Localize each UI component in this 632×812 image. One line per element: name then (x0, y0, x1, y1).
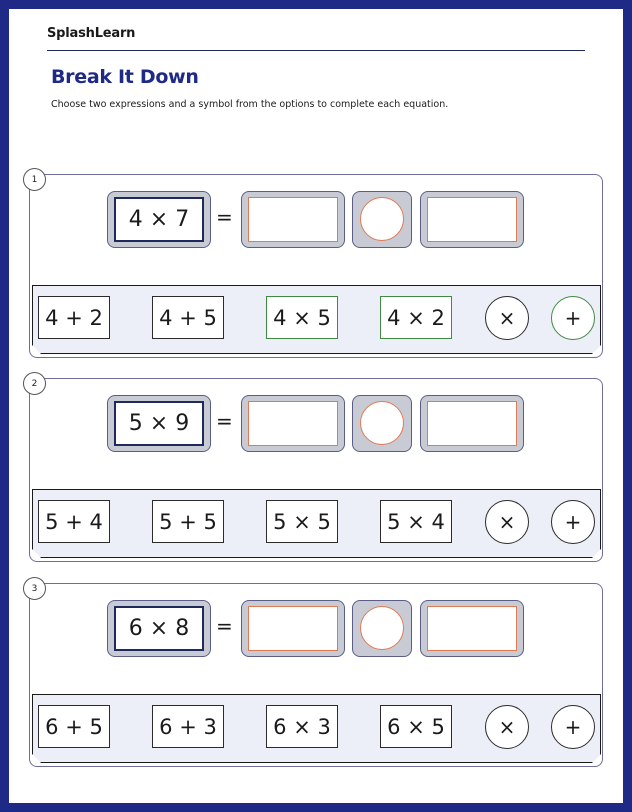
option-expression[interactable]: 5 + 5 (152, 500, 224, 543)
option-expression[interactable]: 4 + 5 (152, 296, 224, 339)
band-corner-notch (32, 549, 41, 558)
given-expression: 5 × 9 (114, 401, 204, 446)
answer-slot-right[interactable] (427, 197, 517, 242)
multiply-symbol-option[interactable]: × (485, 500, 529, 544)
option-expression[interactable]: 4 + 2 (38, 296, 110, 339)
page-title: Break It Down (51, 66, 199, 88)
answer-slot-left-frame (241, 191, 345, 248)
answer-slot-symbol[interactable] (360, 197, 404, 241)
problem-number-badge: 2 (23, 372, 46, 395)
given-expression: 4 × 7 (114, 197, 204, 242)
answer-slot-right[interactable] (427, 401, 517, 446)
answer-slot-left[interactable] (248, 401, 338, 446)
answer-slot-right[interactable] (427, 606, 517, 651)
multiply-symbol-option[interactable]: × (485, 296, 529, 340)
answer-slot-symbol[interactable] (360, 401, 404, 445)
answer-slot-left[interactable] (248, 606, 338, 651)
band-corner-notch (592, 754, 601, 763)
answer-slot-symbol-frame (352, 395, 412, 452)
header-divider (47, 50, 585, 51)
option-expression[interactable]: 5 × 5 (266, 500, 338, 543)
answer-slot-symbol-frame (352, 600, 412, 657)
plus-symbol-option[interactable]: + (551, 500, 595, 544)
splashlearn-logo: SplashLearn (47, 26, 136, 41)
multiply-symbol-option[interactable]: × (485, 705, 529, 749)
answer-slot-symbol-frame (352, 191, 412, 248)
option-expression[interactable]: 6 × 5 (380, 705, 452, 748)
equals-sign: = (216, 205, 233, 229)
answer-slot-symbol[interactable] (360, 606, 404, 650)
answer-slot-right-frame (420, 395, 524, 452)
plus-symbol-option[interactable]: + (551, 296, 595, 340)
problem-3 (29, 583, 603, 767)
band-corner-notch (592, 345, 601, 354)
worksheet-page (9, 9, 623, 803)
given-expression: 6 × 8 (114, 606, 204, 651)
answer-slot-left-frame (241, 600, 345, 657)
option-expression[interactable]: 4 × 2 (380, 296, 452, 339)
answer-slot-left-frame (241, 395, 345, 452)
band-corner-notch (32, 345, 41, 354)
instructions-text: Choose two expressions and a symbol from the options to complete each equation. (51, 99, 449, 110)
problem-number-badge: 1 (23, 168, 46, 191)
options-band (32, 285, 601, 354)
answer-slot-right-frame (420, 600, 524, 657)
option-expression[interactable]: 5 + 4 (38, 500, 110, 543)
given-expression-frame (107, 191, 211, 248)
option-expression[interactable]: 6 + 5 (38, 705, 110, 748)
problem-2 (29, 378, 603, 562)
equals-sign: = (216, 409, 233, 433)
problem-number-badge: 3 (23, 577, 46, 600)
options-band (32, 694, 601, 763)
problem-1 (29, 174, 603, 358)
option-expression[interactable]: 4 × 5 (266, 296, 338, 339)
option-expression[interactable]: 6 + 3 (152, 705, 224, 748)
band-corner-notch (32, 754, 41, 763)
answer-slot-left[interactable] (248, 197, 338, 242)
band-corner-notch (592, 549, 601, 558)
answer-slot-right-frame (420, 191, 524, 248)
given-expression-frame (107, 395, 211, 452)
option-expression[interactable]: 6 × 3 (266, 705, 338, 748)
equals-sign: = (216, 614, 233, 638)
options-band (32, 489, 601, 558)
given-expression-frame (107, 600, 211, 657)
option-expression[interactable]: 5 × 4 (380, 500, 452, 543)
plus-symbol-option[interactable]: + (551, 705, 595, 749)
